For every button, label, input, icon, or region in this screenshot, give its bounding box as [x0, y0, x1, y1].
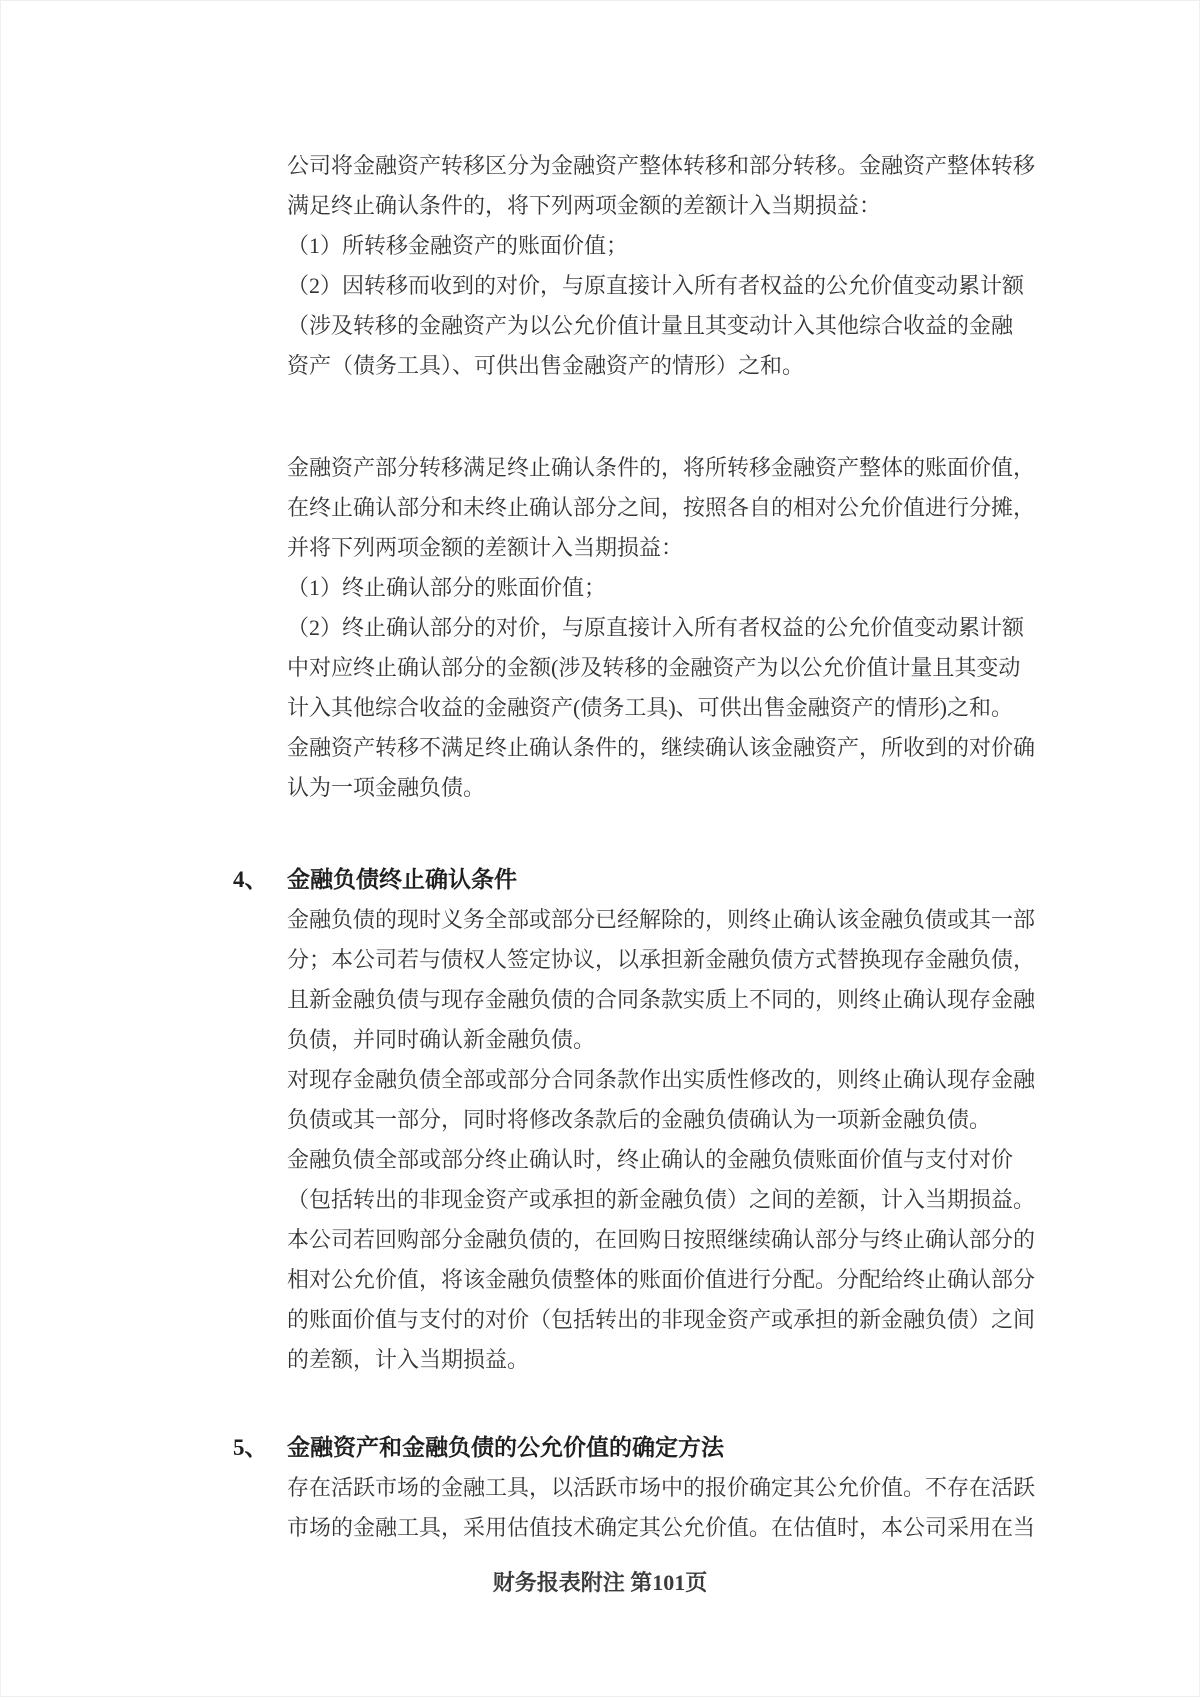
text-line: （2）终止确认部分的对价，与原直接计入所有者权益的公允价值变动累计额	[287, 615, 1025, 640]
text-line: 本公司若回购部分金融负债的，在回购日按照继续确认部分与终止确认部分的	[287, 1227, 1036, 1252]
text-line: 金融负债的现时义务全部或部分已经解除的，则终止确认该金融负债或其一部	[287, 907, 1036, 932]
section-title-4: 金融负债终止确认条件	[287, 867, 517, 892]
paragraph-financial-liability-derecognition	[287, 900, 1043, 1380]
text-line: 中对应终止确认部分的金额(涉及转移的金融资产为以公允价值计量且其变动	[287, 655, 1021, 680]
text-line: 金融资产部分转移满足终止确认条件的，将所转移金融资产整体的账面价值，	[287, 455, 1036, 480]
text-line: 计入其他综合收益的金融资产(债务工具)、可供出售金融资产的情形)之和。	[287, 695, 1013, 720]
paragraph-financial-asset-partial-transfer	[287, 448, 1043, 808]
text-line: 负债或其一部分，同时将修改条款后的金融负债确认为一项新金融负债。	[287, 1107, 992, 1132]
text-line: （1）所转移金融资产的账面价值；	[287, 233, 629, 258]
section-heading-5	[233, 1428, 1043, 1468]
text-line: 相对公允价值，将该金融负债整体的账面价值进行分配。分配给终止确认部分	[287, 1267, 1036, 1292]
text-line: （包括转出的非现金资产或承担的新金融负债）之间的差额，计入当期损益。	[287, 1187, 1036, 1212]
text-line: 公司将金融资产转移区分为金融资产整体转移和部分转移。金融资产整体转移	[287, 153, 1036, 178]
text-line: 存在活跃市场的金融工具，以活跃市场中的报价确定其公允价值。不存在活跃	[287, 1475, 1036, 1500]
text-line: 金融负债全部或部分终止确认时，终止确认的金融负债账面价值与支付对价	[287, 1147, 1014, 1172]
text-line: 在终止确认部分和未终止确认部分之间，按照各自的相对公允价值进行分摊，	[287, 495, 1036, 520]
text-line: （涉及转移的金融资产为以公允价值计量且其变动计入其他综合收益的金融	[287, 313, 1014, 338]
text-line: 的差额，计入当期损益。	[287, 1347, 530, 1372]
text-line: 并将下列两项金额的差额计入当期损益：	[287, 535, 684, 560]
text-line: 资产（债务工具）、可供出售金融资产的情形）之和。	[287, 353, 805, 378]
text-line: （2）因转移而收到的对价，与原直接计入所有者权益的公允价值变动累计额	[287, 273, 1025, 298]
text-line: 的账面价值与支付的对价（包括转出的非现金资产或承担的新金融负债）之间	[287, 1307, 1036, 1332]
text-line: 市场的金融工具，采用估值技术确定其公允价值。在估值时，本公司采用在当	[287, 1515, 1036, 1540]
text-line: （1）终止确认部分的账面价值；	[287, 575, 607, 600]
page-footer: 财务报表附注 第101页	[492, 1570, 708, 1595]
section-number-4: 4、	[233, 867, 268, 892]
text-line: 认为一项金融负债。	[287, 775, 486, 800]
text-line: 满足终止确认条件的，将下列两项金额的差额计入当期损益：	[287, 193, 882, 218]
paragraph-fair-value-determination	[287, 1468, 1043, 1548]
text-line: 金融资产转移不满足终止确认条件的，继续确认该金融资产，所收到的对价确	[287, 735, 1036, 760]
paragraph-financial-asset-whole-transfer	[287, 146, 1043, 386]
text-line: 对现存金融负债全部或部分合同条款作出实质性修改的，则终止确认现存金融	[287, 1067, 1036, 1092]
text-line: 负债，并同时确认新金融负债。	[287, 1027, 596, 1052]
text-line: 且新金融负债与现存金融负债的合同条款实质上不同的，则终止确认现存金融	[287, 987, 1036, 1012]
section-number-5: 5、	[233, 1435, 268, 1460]
page-content	[233, 146, 1043, 1548]
text-line: 分；本公司若与债权人签定协议，以承担新金融负债方式替换现存金融负债，	[287, 947, 1036, 972]
section-title-5: 金融资产和金融负债的公允价值的确定方法	[287, 1435, 724, 1460]
section-heading-4	[233, 860, 1043, 900]
